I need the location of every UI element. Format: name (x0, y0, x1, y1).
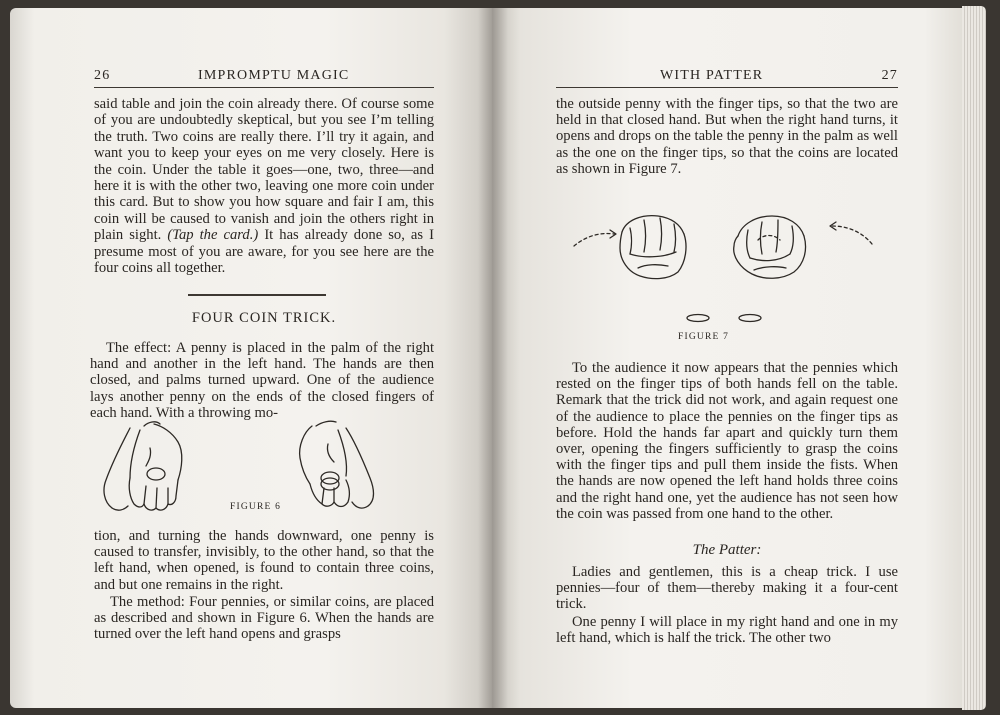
figure-6-left-hand (104, 422, 182, 510)
left-page-number: 26 (94, 68, 111, 83)
after-figure-paragraph (94, 528, 434, 593)
figure-7-left-arrow (574, 234, 614, 247)
patter-paragraph-2 (556, 614, 898, 646)
figure-7-coin-left (687, 315, 709, 322)
left-paragraph-1-end: It has already done so, as I presume most of you are aware, for you see here are the four coins all together. (94, 227, 434, 277)
figure-7-left-fist (620, 216, 686, 279)
left-running-title: IMPROMPTU MAGIC (198, 68, 350, 83)
figure-7-illustration (572, 206, 892, 324)
left-running-head (94, 64, 434, 88)
patter-paragraph-2-text: One penny I will place in my right hand and one in my left hand, which is half the trick. The other two (556, 614, 898, 647)
right-page (492, 8, 962, 708)
left-paragraph-1-aside: (Tap the card.) (167, 227, 259, 244)
right-paragraph-1-text: the outside penny with the finger tips, so that the two are held in that closed hand. But when the right hand turns, it opens and drops on the table the penny in the palm as well as the one on the finger tips, so that the coins are located as shown in Figure 7. (556, 96, 898, 177)
patter-paragraph-1-text: Ladies and gentlemen, this is a cheap trick. I use pennies—four of them—thereby making it a four-cent trick. (556, 564, 898, 613)
section-title: FOUR COIN TRICK. (191, 310, 337, 326)
effect-paragraph-text: The effect: A penny is placed in the palm of the right hand and another in the left hand. The hands are then closed, and palms turned upward. One of the audience lays another penny on the ends of the closed fingers of each hand. With a throwing mo- (90, 340, 434, 421)
figure-7-right-fist (734, 216, 806, 278)
right-paragraph-2-text: To the audience it now appears that the pennies which rested on the finger tips of both hands fell on the table. Remark that the trick did not work, and again request one of the audience to place the pennies on the finger tips as before. Hold the hands far apart and quickly turn them over, opening the fingers sufficiently to grasp the coins with the finger tips and pull them inside the fists. When the hands are now opened the left hand holds three coins and the right hand one, yet the audience has not seen how the coin was passed from one hand to the other. (556, 360, 898, 522)
right-paragraph-2 (556, 360, 898, 522)
page-edges (962, 6, 986, 710)
patter-paragraph-1 (556, 564, 898, 613)
figure-6-right-hand (300, 421, 374, 508)
patter-heading: The Patter: (692, 542, 762, 558)
left-page (10, 8, 492, 708)
right-running-title: WITH PATTER (660, 68, 764, 83)
figure-7-caption: FIGURE 7 (678, 332, 730, 342)
figure-7-coin-right (739, 315, 761, 322)
right-page-number: 27 (881, 68, 898, 83)
method-paragraph (94, 594, 434, 643)
section-divider (188, 294, 326, 296)
left-paragraph-1 (94, 96, 434, 276)
after-figure-paragraph-text: tion, and turning the hands downward, one penny is caused to transfer, invisibly, to the other hand, so that the left hand, when opened, is found to contain three coins, and but one remains in the right. (94, 528, 434, 593)
effect-paragraph (90, 340, 434, 421)
right-running-head (556, 64, 898, 88)
method-paragraph-text: The method: Four pennies, or similar coins, are placed as described and shown in Figure 6. When the hands are turned over the left hand opens and grasps (94, 594, 434, 643)
left-paragraph-1-text: said table and join the coin already there. Of course some of you are undoubtedly skeptical, but you see I’m telling the truth. Two coins are really there. I’ll try it again, and want you to keep your eyes on me very closely. Here is the coin. Under the table it goes—one, two, three—and here it is with the other two, leaving one more coin under this card. But to show you how square and fair I am, this coin will be caused to vanish and join the others right in plain sight. (94, 96, 434, 244)
right-paragraph-1 (556, 96, 898, 177)
figure-6-caption: FIGURE 6 (230, 502, 282, 512)
figure-7-right-arrow (832, 226, 872, 244)
